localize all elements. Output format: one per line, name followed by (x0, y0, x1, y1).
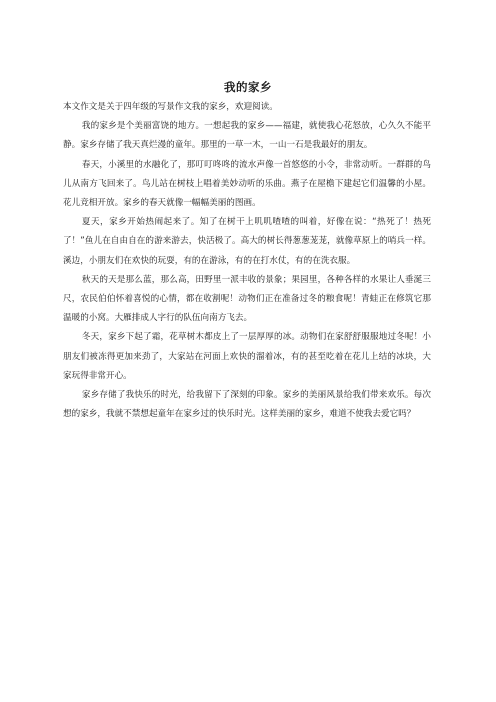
paragraph-autumn: 秋天的天是那么蓝，那么高，田野里一派丰收的景象；果园里，各种各样的水果让人垂涎三尺，农民伯伯怀着喜悦的心情，都在收割呢！动物们正在准备过冬的粮食呢！青蛙正在修筑它那温暖的小窝。大雁排成人字行的队伍向南方飞去。 (63, 274, 431, 324)
paragraph-hometown: 我的家乡是个美丽富饶的地方。一想起我的家乡——福建，就使我心花怒放，心久久不能平静。家乡存储了我天真烂漫的童年。那里的一草一木，一山一石是我最好的朋友。 (63, 121, 431, 151)
paragraph-summer: 夏天，家乡开始热闹起来了。知了在树干上叽叽喳喳的叫着，好像在说：“热死了！热死了！”鱼儿在自由自在的游来游去，快活极了。高大的树长得葱葱茏茏，就像草原上的哨兵一样。溪边，小朋友们在欢快的玩耍，有的在游泳，有的在打水仗，有的在洗衣服。 (63, 217, 431, 266)
paragraph-spring: 春天，小溪里的水融化了，那叮叮咚咚的流水声像一首悠悠的小令，非常动听。一群群的鸟儿从南方飞回来了。鸟儿站在树枝上唱着美妙动听的乐曲。燕子在屋檐下建起它们温馨的小屋。花儿竞相开放。家乡的春天就像一幅幅美丽的图画。 (63, 159, 431, 209)
document-body (63, 98, 431, 424)
paragraph-winter: 冬天，家乡下起了霜，花草树木都皮上了一层厚厚的冰。动物们在家舒舒服服地过冬呢！小朋友们被冻得更加来劲了，大家站在河面上欢快的溜着冰，有的甚至吃着在花儿上结的冰块，大家玩得非常开心。 (63, 332, 431, 381)
paragraph-conclusion: 家乡存储了我快乐的时光，给我留下了深刻的印象。家乡的美丽风景给我们带来欢乐。每次想的家乡，我就不禁想起童年在家乡过的快乐时光。这样美丽的家乡，难道不使我去爱它吗？ (63, 390, 431, 420)
document-title: 我的家乡 (224, 80, 272, 94)
intro-paragraph: 本文作文是关于四年级的写景作文我的家乡，欢迎阅读。 (63, 102, 278, 112)
